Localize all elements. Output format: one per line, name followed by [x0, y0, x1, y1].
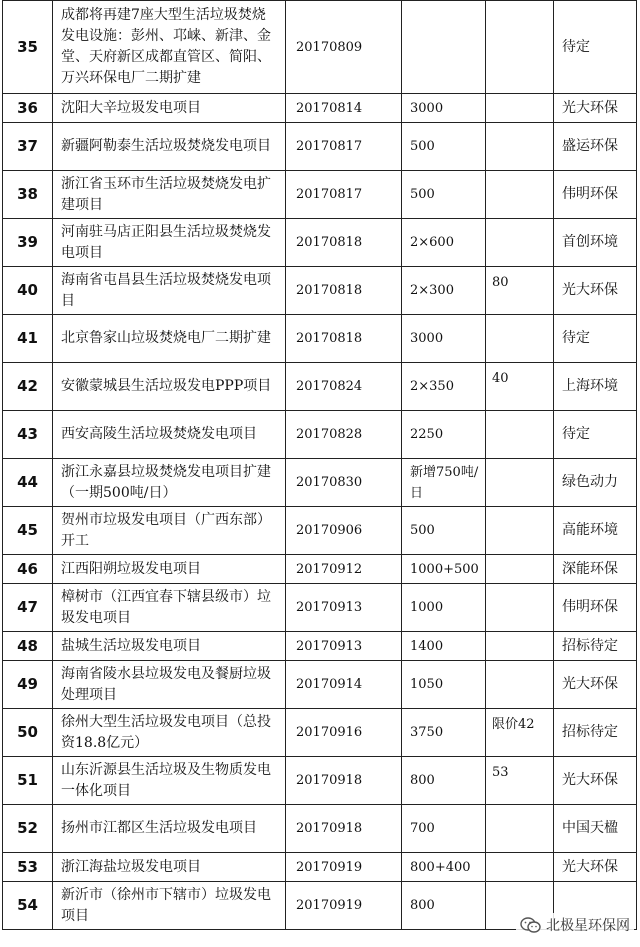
- table-row: [3, 171, 637, 219]
- project-date: 20170817: [286, 171, 402, 219]
- project-scale: 800+400: [402, 853, 486, 882]
- row-number: 44: [3, 459, 53, 507]
- project-date: 20170906: [286, 507, 402, 555]
- project-price: [486, 805, 554, 853]
- project-date: 20170919: [286, 853, 402, 882]
- project-scale: 500: [402, 171, 486, 219]
- row-number: 36: [3, 94, 53, 123]
- project-date: 20170818: [286, 219, 402, 267]
- table-row: [3, 805, 637, 853]
- project-name: 徐州大型生活垃圾发电项目（总投资18.8亿元）: [53, 709, 286, 757]
- project-scale: 1050: [402, 661, 486, 709]
- project-date: 20170916: [286, 709, 402, 757]
- table-row: [3, 632, 637, 661]
- row-number: 45: [3, 507, 53, 555]
- row-number: 42: [3, 363, 53, 411]
- table-row: [3, 219, 637, 267]
- project-price: [486, 661, 554, 709]
- project-company: 光大环保: [554, 661, 637, 709]
- table-body: [3, 1, 637, 930]
- project-date: 20170824: [286, 363, 402, 411]
- watermark: [516, 913, 634, 937]
- project-name: 江西阳朔垃圾发电项目: [53, 555, 286, 584]
- row-number: 52: [3, 805, 53, 853]
- row-number: 49: [3, 661, 53, 709]
- project-company: 绿色动力: [554, 459, 637, 507]
- row-number: 54: [3, 882, 53, 930]
- row-number: 53: [3, 853, 53, 882]
- project-name: 山东沂源县生活垃圾及生物质发电一体化项目: [53, 757, 286, 805]
- project-price: 40: [486, 363, 554, 411]
- row-number: 51: [3, 757, 53, 805]
- project-company: 盛运环保: [554, 123, 637, 171]
- table-row: [3, 459, 637, 507]
- project-date: 20170830: [286, 459, 402, 507]
- project-price: [486, 853, 554, 882]
- project-company: 深能环保: [554, 555, 637, 584]
- watermark-text: 北极星环保网: [546, 918, 630, 934]
- table-row: [3, 123, 637, 171]
- row-number: 39: [3, 219, 53, 267]
- project-table: [2, 0, 637, 930]
- table-row: [3, 1, 637, 94]
- project-scale: 2×600: [402, 219, 486, 267]
- project-company: 待定: [554, 1, 637, 94]
- project-scale: 500: [402, 123, 486, 171]
- project-name: 海南省屯昌县生活垃圾焚烧发电项目: [53, 267, 286, 315]
- table-row: [3, 315, 637, 363]
- project-date: 20170913: [286, 632, 402, 661]
- project-price: [486, 1, 554, 94]
- project-company: 光大环保: [554, 267, 637, 315]
- project-name: 成都将再建7座大型生活垃圾焚烧发电设施：彭州、邛崃、新津、金堂、天府新区成都直管区、简阳、万兴环保电厂二期扩建: [53, 1, 286, 94]
- row-number: 50: [3, 709, 53, 757]
- project-company: 待定: [554, 411, 637, 459]
- project-name: 新疆阿勒泰生活垃圾焚烧发电项目: [53, 123, 286, 171]
- project-company: 高能环境: [554, 507, 637, 555]
- project-price: [486, 411, 554, 459]
- row-number: 38: [3, 171, 53, 219]
- project-scale: 1400: [402, 632, 486, 661]
- project-price: 53: [486, 757, 554, 805]
- row-number: 37: [3, 123, 53, 171]
- project-scale: [402, 1, 486, 94]
- project-price: 限价42: [486, 709, 554, 757]
- project-name: 河南驻马店正阳县生活垃圾焚烧发电项目: [53, 219, 286, 267]
- project-price: [486, 507, 554, 555]
- project-company: 中国天楹: [554, 805, 637, 853]
- project-name: 北京鲁家山垃圾焚烧电厂二期扩建: [53, 315, 286, 363]
- table-row: [3, 363, 637, 411]
- project-date: 20170912: [286, 555, 402, 584]
- project-price: [486, 584, 554, 632]
- row-number: 41: [3, 315, 53, 363]
- project-price: [486, 94, 554, 123]
- table-row: [3, 584, 637, 632]
- project-name: 西安高陵生活垃圾焚烧发电项目: [53, 411, 286, 459]
- project-price: [486, 171, 554, 219]
- project-price: [486, 219, 554, 267]
- project-company: 伟明环保: [554, 584, 637, 632]
- project-date: 20170918: [286, 805, 402, 853]
- table-row: [3, 757, 637, 805]
- project-name: 安徽蒙城县生活垃圾发电PPP项目: [53, 363, 286, 411]
- project-scale: 1000: [402, 584, 486, 632]
- row-number: 35: [3, 1, 53, 94]
- project-name: 浙江永嘉县垃圾焚烧发电项目扩建（一期500吨/日）: [53, 459, 286, 507]
- project-name: 新沂市（徐州市下辖市）垃圾发电项目: [53, 882, 286, 930]
- table-row: [3, 267, 637, 315]
- project-date: 20170913: [286, 584, 402, 632]
- project-name: 浙江省玉环市生活垃圾焚烧发电扩建项目: [53, 171, 286, 219]
- project-company: 伟明环保: [554, 171, 637, 219]
- project-date: 20170828: [286, 411, 402, 459]
- table-row: [3, 507, 637, 555]
- project-company: 光大环保: [554, 94, 637, 123]
- table-row: [3, 661, 637, 709]
- project-price: [486, 632, 554, 661]
- project-scale: 3750: [402, 709, 486, 757]
- project-name: 沈阳大辛垃圾发电项目: [53, 94, 286, 123]
- project-name: 樟树市（江西宜春下辖县级市）垃圾发电项目: [53, 584, 286, 632]
- project-name: 浙江海盐垃圾发电项目: [53, 853, 286, 882]
- project-scale: 2250: [402, 411, 486, 459]
- project-price: [486, 459, 554, 507]
- project-scale: 2×350: [402, 363, 486, 411]
- project-scale: 1000+500: [402, 555, 486, 584]
- project-name: 盐城生活垃圾发电项目: [53, 632, 286, 661]
- table-row: [3, 709, 637, 757]
- project-price: [486, 315, 554, 363]
- table-row: [3, 94, 637, 123]
- project-name: 贺州市垃圾发电项目（广西东部）开工: [53, 507, 286, 555]
- table-row: [3, 853, 637, 882]
- row-number: 47: [3, 584, 53, 632]
- row-number: 46: [3, 555, 53, 584]
- project-date: 20170817: [286, 123, 402, 171]
- project-name: 扬州市江都区生活垃圾发电项目: [53, 805, 286, 853]
- row-number: 43: [3, 411, 53, 459]
- project-date: 20170919: [286, 882, 402, 930]
- project-company: 首创环境: [554, 219, 637, 267]
- table-row: [3, 411, 637, 459]
- row-number: 48: [3, 632, 53, 661]
- project-company: 招标待定: [554, 632, 637, 661]
- project-date: 20170918: [286, 757, 402, 805]
- project-date: 20170914: [286, 661, 402, 709]
- project-price: [486, 555, 554, 584]
- project-date: 20170818: [286, 267, 402, 315]
- project-scale: 800: [402, 757, 486, 805]
- project-company: 上海环境: [554, 363, 637, 411]
- project-company: 招标待定: [554, 709, 637, 757]
- project-name: 海南省陵水县垃圾发电及餐厨垃圾处理项目: [53, 661, 286, 709]
- project-scale: 700: [402, 805, 486, 853]
- row-number: 40: [3, 267, 53, 315]
- project-scale: 500: [402, 507, 486, 555]
- table-row: [3, 555, 637, 584]
- project-date: 20170818: [286, 315, 402, 363]
- project-scale: 800: [402, 882, 486, 930]
- project-scale: 3000: [402, 315, 486, 363]
- project-scale: 3000: [402, 94, 486, 123]
- project-price: 80: [486, 267, 554, 315]
- project-company: 待定: [554, 315, 637, 363]
- project-price: [486, 123, 554, 171]
- project-date: 20170809: [286, 1, 402, 94]
- project-scale: 新增750吨/日: [402, 459, 486, 507]
- project-company: 光大环保: [554, 757, 637, 805]
- wechat-icon: [520, 916, 542, 934]
- project-date: 20170814: [286, 94, 402, 123]
- project-company: 光大环保: [554, 853, 637, 882]
- project-scale: 2×300: [402, 267, 486, 315]
